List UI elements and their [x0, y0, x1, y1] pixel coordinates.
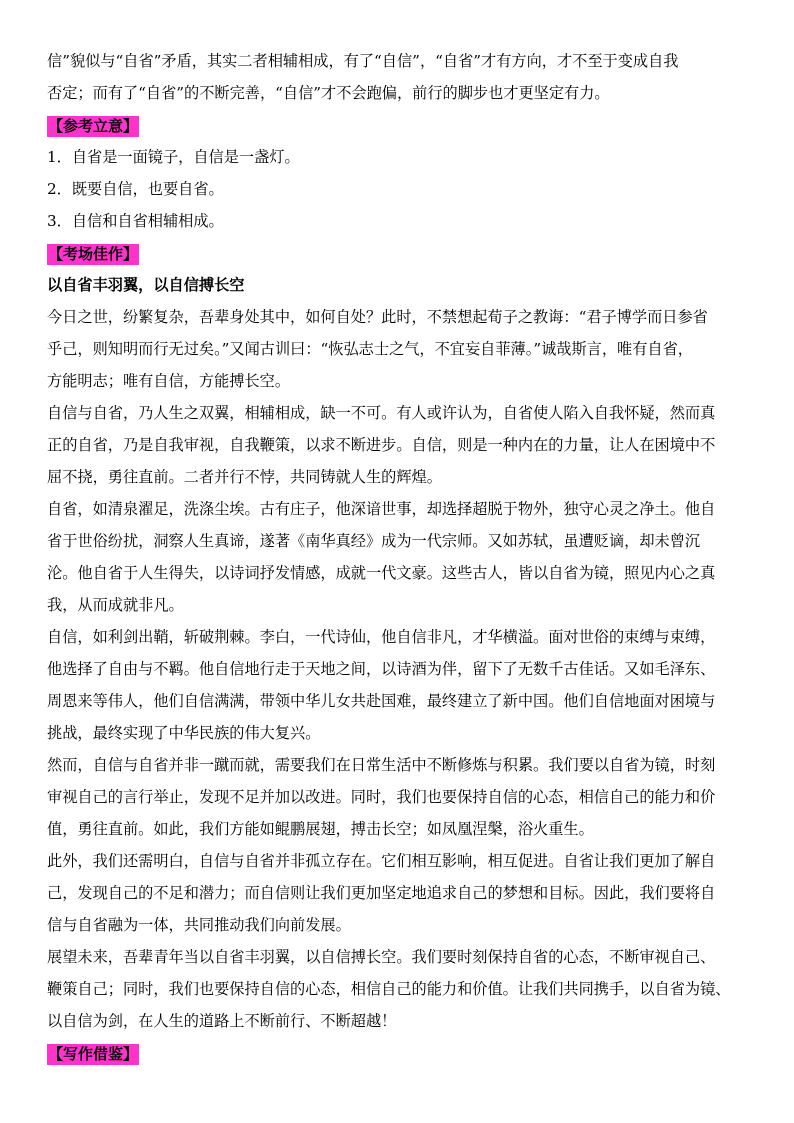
essay-line: 此外，我们还需明白，自信与自省并非孤立存在。它们相互影响，相互促进。自省让我们更加了解自 — [47, 852, 716, 870]
reference-item-2: 2．既要自信，也要自省。 — [47, 180, 224, 198]
reference-item-3: 3．自信和自省相辅相成。 — [47, 212, 224, 230]
essay-line: 以自信为剑，在人生的道路上不断前行、不断超越！ — [47, 1012, 397, 1030]
essay-tag-label: 【考场佳作】 — [48, 244, 139, 263]
essay-line: 屈不挠，勇往直前。二者并行不悖，共同铸就人生的辉煌。 — [47, 468, 442, 486]
section-essay-heading — [47, 237, 757, 269]
reference-item-1: 1．自省是一面镜子，自信是一盏灯。 — [47, 148, 300, 166]
essay-line: 自信与自省，乃人生之双翼，相辅相成，缺一不可。有人或许认为，自省使人陷入自我怀疑，然而真 — [47, 404, 716, 422]
essay-line: 审视自己的言行举止，发现不足并加以改进。同时，我们也要保持自信的心态，相信自己的能力和价 — [47, 788, 716, 806]
essay-line: 周恩来等伟人，他们自信满满，带领中华儿女共赴国难，最终建立了新中国。他们自信地面对困境与 — [47, 692, 716, 710]
essay-line: 鞭策自己；同时，我们也要保持自信的心态，相信自己的能力和价值。让我们共同携手，以自省为镜、 — [47, 980, 731, 998]
essay-line: 方能明志；唯有自信，方能搏长空。 — [47, 372, 290, 390]
reference-tag-label: 【参考立意】 — [48, 116, 139, 135]
essay-line: 我，从而成就非凡。 — [47, 596, 184, 614]
intro-line-2: 否定；而有了“自省”的不断完善，“自信”才不会跑偏，前行的脚步也才更坚定有力。 — [47, 84, 610, 102]
essay-line: 今日之世，纷繁复杂，吾辈身处其中，如何自处？此时，不禁想起荀子之教诲：“君子博学而日参省 — [47, 308, 708, 326]
document-page — [47, 45, 757, 1069]
essay-line: 己，发现自己的不足和潜力；而自信则让我们更加坚定地追求自己的梦想和目标。因此，我们要将自 — [47, 884, 716, 902]
essay-line: 沦。他自省于人生得失，以诗词抒发情感，成就一代文豪。这些古人，皆以自省为镜，照见内心之真 — [47, 564, 716, 582]
essay-line: 省于世俗纷扰，洞察人生真谛，遂著《南华真经》成为一代宗师。又如苏轼，虽遭贬谪，却未曾沉 — [47, 532, 701, 550]
essay-line: 信与自省融为一体，共同推动我们向前发展。 — [47, 916, 351, 934]
intro-line-1: 信”貌似与“自省”矛盾，其实二者相辅相成，有了“自信”，“自省”才有方向，才不至于变成自我 — [47, 52, 679, 70]
essay-line: 他选择了自由与不羁。他自信地行走于天地之间，以诗酒为伴，留下了无数千古佳话。又如毛泽东、 — [47, 660, 716, 678]
essay-line: 值，勇往直前。如此，我们方能如鲲鹏展翅，搏击长空；如凤凰涅槃，浴火重生。 — [47, 820, 594, 838]
essay-line: 展望未来，吾辈青年当以自省丰羽翼，以自信搏长空。我们要时刻保持自省的心态，不断审视自己、 — [47, 948, 716, 966]
essay-line: 挑战，最终实现了中华民族的伟大复兴。 — [47, 724, 321, 742]
essay-line: 乎己，则知明而行无过矣。”又闻古训曰：“恢弘志士之气，不宜妄自菲薄。”诚哉斯言，唯有自省， — [47, 340, 693, 358]
essay-line: 正的自省，乃是自我审视，自我鞭策，以求不断进步。自信，则是一种内在的力量，让人在困境中不 — [47, 436, 716, 454]
essay-line: 自省，如清泉濯足，洗涤尘埃。古有庄子，他深谙世事，却选择超脱于物外，独守心灵之净土。他自 — [47, 500, 716, 518]
essay-title: 以自省丰羽翼，以自信搏长空 — [47, 276, 245, 294]
section-writing-heading — [47, 1037, 757, 1069]
section-reference-heading — [47, 109, 757, 141]
writing-tag-label: 【写作借鉴】 — [48, 1044, 139, 1063]
essay-line: 自信，如利剑出鞘，斩破荆棘。李白，一代诗仙，他自信非凡，才华横溢。面对世俗的束缚与束缚， — [47, 628, 716, 646]
essay-line: 然而，自信与自省并非一蹴而就，需要我们在日常生活中不断修炼与积累。我们要以自省为镜，时刻 — [47, 756, 716, 774]
